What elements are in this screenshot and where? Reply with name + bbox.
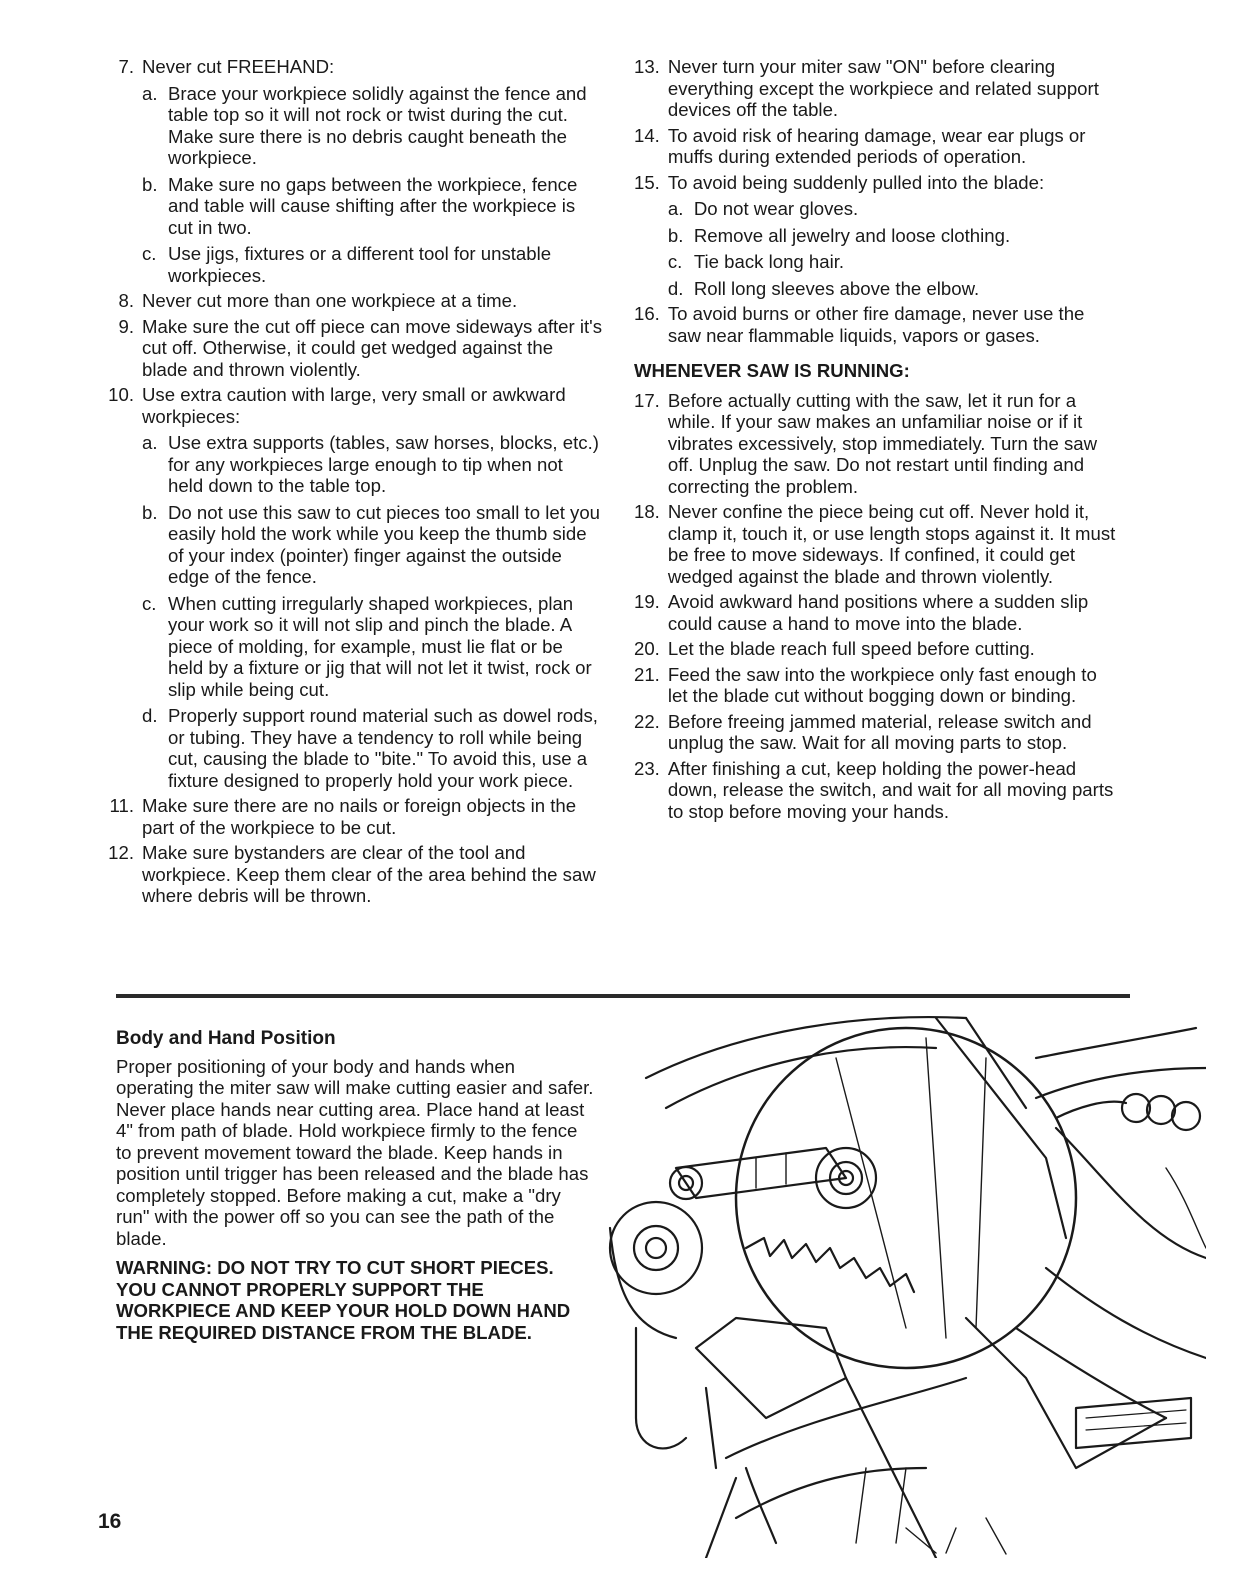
- item-number: 18.: [634, 501, 660, 522]
- list-item: [634, 638, 1118, 660]
- item-number: 15.: [634, 171, 660, 193]
- sub-item: [668, 225, 1118, 247]
- sub-item-letter: a.: [142, 432, 158, 453]
- list-item: [108, 384, 602, 791]
- item-number: 23.: [634, 757, 660, 779]
- right-list-part-two: [634, 390, 1118, 823]
- sub-item-letter: c.: [142, 592, 157, 614]
- sub-item-letter: a.: [667, 198, 684, 219]
- running-heading: WHENEVER SAW IS RUNNING:: [634, 360, 910, 381]
- list-item: [634, 303, 1118, 346]
- list-item: [634, 390, 1118, 498]
- item-body: [668, 125, 1118, 168]
- item-body: [668, 172, 1118, 300]
- sub-item-letter: b.: [142, 173, 158, 195]
- sub-item: [142, 432, 602, 497]
- sub-item-letter: b.: [142, 501, 158, 523]
- item-text: Avoid awkward hand positions where a sudden slip could cause a hand to move into the blade.: [667, 591, 1089, 634]
- sub-item-text: Use extra supports (tables, saw horses, blocks, etc.) for any workpieces large enough to tip when not held down to the table top.: [168, 432, 599, 496]
- item-text: Make sure the cut off piece can move sideways after it's cut off. Otherwise, it could get wedged against the blade and thrown violently.: [142, 315, 603, 380]
- sub-item: [142, 593, 602, 701]
- item-body: [668, 638, 1118, 660]
- sub-item-letter: c.: [142, 243, 157, 264]
- item-body: [668, 711, 1118, 754]
- list-item: [634, 664, 1118, 707]
- sub-item-letter: b.: [667, 224, 684, 246]
- item-number: 17.: [634, 389, 660, 411]
- list-item: [116, 316, 602, 381]
- item-text: Before freeing jammed material, release switch and unplug the saw. Wait for all moving parts to stop.: [667, 710, 1092, 753]
- item-body: [668, 56, 1118, 121]
- item-body: [668, 758, 1118, 823]
- item-text: Never confine the piece being cut off. Never hold it, clamp it, touch it, or use length stops against it. It must be free to move sideways. If confined, it could get wedged against the blade and thrown violently.: [667, 501, 1116, 587]
- sub-item-text: When cutting irregularly shaped workpieces, plan your work so it will not slip and pinch the blade. A piece of molding, for example, must lie flat or be held by a fixture or jig that will not let it twist, rock or slip while being cut.: [168, 592, 592, 700]
- item-text: To avoid being suddenly pulled into the blade:: [667, 171, 1045, 193]
- item-text: Never turn your miter saw "ON" before clearing everything except the workpiece and related support devices off the table.: [667, 56, 1099, 120]
- item-number: 13.: [634, 56, 660, 77]
- sub-item-letter: d.: [667, 277, 684, 299]
- sub-item-text: Use jigs, fixtures or a different tool for unstable workpieces.: [168, 243, 552, 286]
- list-item: [634, 711, 1118, 754]
- section-title: Body and Hand Position: [116, 1028, 336, 1049]
- item-text: Let the blade reach full speed before cutting.: [667, 638, 1035, 659]
- sub-item-text: Make sure no gaps between the workpiece, fence and table will cause shifting after the workpiece is cut in two.: [168, 173, 578, 238]
- item-body: [668, 390, 1118, 498]
- item-number: 16.: [634, 303, 660, 324]
- sub-item: [142, 502, 602, 588]
- sub-item: [142, 705, 602, 791]
- page-number: 16: [98, 1510, 122, 1533]
- section-paragraph: Proper positioning of your body and hands when operating the miter saw will make cutting easier and safer. Never place hands near cutting area. Place hand at least 4" from path of blade. Hold workpiece firmly to the fence to prevent movement toward the blade. Keep hands in position until trigger has been released and the blade has completely stopped. Before making a cut, make a "dry run" with the power off so you can see the path of the blade.: [116, 1055, 594, 1249]
- sub-item-text: Brace your workpiece solidly against the fence and table top so it will not rock or twist during the cut. Make sure there is no debris caught beneath the workpiece.: [168, 82, 587, 168]
- item-text: To avoid risk of hearing damage, wear ear plugs or muffs during extended periods of operation.: [667, 124, 1086, 167]
- item-number: 14.: [634, 124, 660, 146]
- sub-item-text: Tie back long hair.: [693, 251, 845, 272]
- sub-item: [668, 251, 1118, 273]
- item-body: [142, 316, 602, 381]
- item-number: 12.: [108, 842, 134, 863]
- item-number: 21.: [634, 663, 660, 685]
- item-body: [668, 501, 1118, 587]
- left-column: [108, 56, 603, 911]
- sub-item-text: Remove all jewelry and loose clothing.: [693, 224, 1011, 246]
- sub-item: [142, 243, 602, 286]
- right-list-part-one: [634, 56, 1118, 346]
- right-column: [634, 56, 1118, 826]
- item-text: Make sure there are no nails or foreign objects in the part of the workpiece to be cut.: [142, 795, 577, 838]
- item-number: 11.: [109, 795, 134, 816]
- sub-item-letter: a.: [142, 82, 158, 104]
- item-text: Never cut FREEHAND:: [142, 56, 335, 77]
- list-item: [116, 56, 602, 286]
- item-text: Feed the saw into the workpiece only fast enough to let the blade cut without bogging down or binding.: [667, 663, 1097, 706]
- sub-item-letter: c.: [667, 251, 683, 272]
- list-item: [108, 842, 602, 907]
- item-text: Never cut more than one workpiece at a time.: [142, 290, 518, 311]
- warning-text: WARNING: DO NOT TRY TO CUT SHORT PIECES. YOU CANNOT PROPERLY SUPPORT THE WORKPIECE AND KEEP YOUR HOLD DOWN HAND THE REQUIRED DISTANCE FROM THE BLADE.: [116, 1257, 571, 1343]
- item-body: [668, 664, 1118, 707]
- list-item: [634, 125, 1118, 168]
- item-number: 7.: [118, 56, 134, 77]
- sub-item-text: Do not use this saw to cut pieces too small to let you easily hold the work while you keep the thumb side of your index (pointer) finger against the outside edge of the fence.: [168, 501, 601, 587]
- sub-item-text: Roll long sleeves above the elbow.: [693, 277, 980, 299]
- item-number: 10.: [108, 384, 134, 405]
- item-body: [668, 591, 1118, 634]
- body-hand-position-section: [116, 1028, 596, 1351]
- item-body: [142, 384, 602, 791]
- sub-item: [668, 278, 1118, 300]
- item-number: 22.: [634, 710, 660, 732]
- item-body: [668, 303, 1118, 346]
- item-text: Use extra caution with large, very small or awkward workpieces:: [142, 384, 566, 427]
- item-number: 20.: [634, 638, 660, 659]
- sub-item-text: Properly support round material such as dowel rods, or tubing. They have a tendency to roll while being cut, causing the blade to "bite." To avoid this, use a fixture designed to properly hold your work piece.: [168, 705, 598, 791]
- list-item: [634, 591, 1118, 634]
- sub-item: [142, 174, 602, 239]
- list-item: [634, 758, 1118, 823]
- sub-item: [142, 83, 602, 169]
- item-number: 19.: [634, 591, 660, 612]
- item-text: Make sure bystanders are clear of the tool and workpiece. Keep them clear of the area behind the saw where debris will be thrown.: [142, 842, 596, 906]
- item-text: After finishing a cut, keep holding the power-head down, release the switch, and wait for all moving parts to stop before moving your hands.: [667, 757, 1114, 822]
- list-item: [109, 795, 602, 838]
- item-text: Before actually cutting with the saw, let it run for a while. If your saw makes an unfamiliar noise or if it vibrates excessively, stop immediately. Turn the saw off. Unplug the saw. Do not restart until finding and correcting the problem.: [667, 389, 1098, 497]
- item-text: To avoid burns or other fire damage, never use the saw near flammable liquids, vapors or gases.: [667, 303, 1085, 346]
- sub-item-text: Do not wear gloves.: [693, 198, 859, 219]
- list-item: [116, 290, 602, 312]
- list-item: [634, 56, 1118, 121]
- miter-saw-hands-illustration: [606, 998, 1206, 1558]
- item-number: 9.: [118, 315, 134, 337]
- item-body: [142, 290, 602, 312]
- sub-item: [668, 198, 1118, 220]
- sub-item-letter: d.: [142, 705, 158, 726]
- item-number: 8.: [118, 290, 134, 311]
- item-body: [142, 842, 602, 907]
- list-item: [634, 501, 1118, 587]
- list-item: [634, 172, 1118, 300]
- item-body: [142, 795, 602, 838]
- item-body: [142, 56, 602, 286]
